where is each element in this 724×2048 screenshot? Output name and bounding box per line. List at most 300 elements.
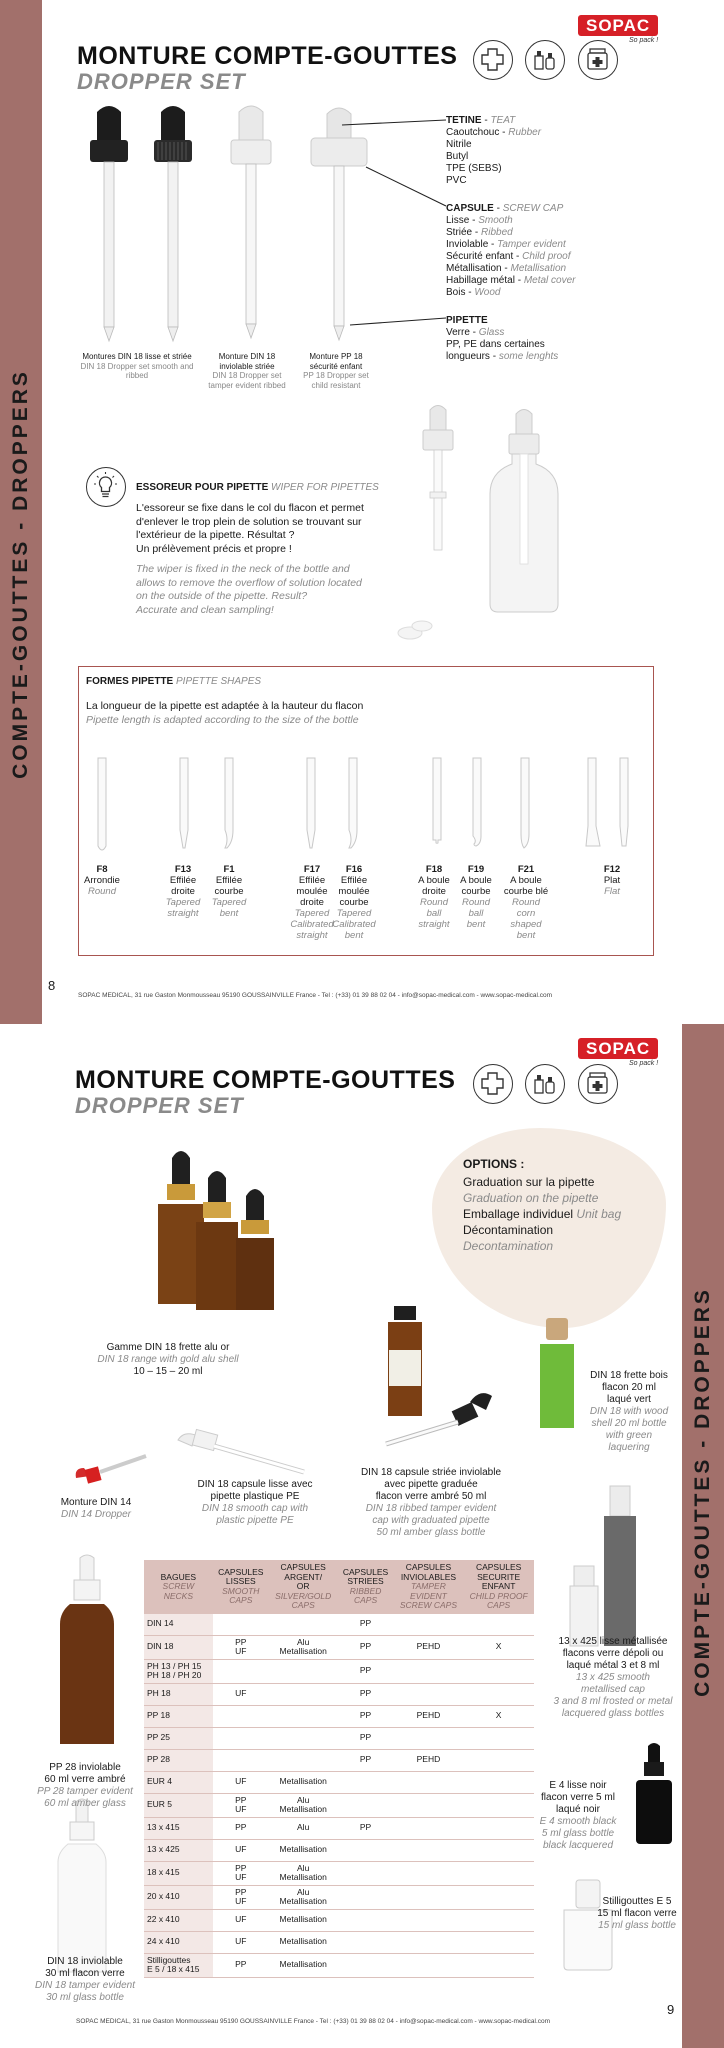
compatibility-table — [144, 1560, 534, 1978]
caption-volumes: 10 – 15 – 20 ml — [133, 1366, 203, 1377]
caption-fr: flacons verre dépoli ou — [562, 1648, 664, 1659]
cell-line: PP — [235, 1959, 247, 1970]
table-cell — [144, 1839, 213, 1861]
cell-line: PEHD — [416, 1710, 441, 1721]
caption-fr: 15 ml flacon verre — [597, 1908, 677, 1919]
shape-label — [324, 864, 384, 941]
cell-line: 13 x 415 — [147, 1822, 180, 1833]
page-title: MONTURE COMPTE-GOUTTES — [75, 1066, 456, 1094]
header-fr: CAPSULES — [280, 1562, 326, 1572]
cell-line: 13 x 425 — [147, 1844, 180, 1855]
caption-din18-wood — [582, 1370, 676, 1454]
cell-line: Metallisation — [279, 1872, 327, 1882]
table-cell — [463, 1885, 534, 1909]
table-row — [144, 1683, 534, 1705]
spec-en: Rubber — [508, 127, 542, 138]
table-cell — [337, 1749, 393, 1771]
shape-en: Flat — [604, 886, 620, 897]
spec-item — [446, 339, 558, 351]
table-header-cell — [463, 1560, 534, 1614]
cell-line: PEHD — [416, 1641, 441, 1652]
hd-black-bottle — [632, 1742, 676, 1852]
table-cell — [213, 1839, 269, 1861]
spec-item: Striée - Ribbed — [446, 227, 513, 238]
spec-fr: Lisse — [446, 215, 470, 226]
page-number: 8 — [48, 978, 56, 993]
shape-fr: A boule — [460, 875, 492, 886]
table-cell — [144, 1793, 213, 1817]
caption-en: DIN 18 smooth cap with — [201, 1503, 309, 1514]
cell-line: UF — [235, 1914, 247, 1925]
cell-line: PP — [359, 1822, 372, 1833]
caption-en: DIN 18 ribbed tamper evident — [365, 1503, 497, 1514]
pipette-shapes-illustration — [80, 756, 650, 856]
table-cell — [213, 1931, 269, 1953]
table-cell — [144, 1749, 213, 1771]
header-fr: BAGUES — [160, 1571, 197, 1582]
caption-fr: pipette plastique PE — [210, 1491, 300, 1502]
table-cell — [269, 1749, 338, 1771]
table-cell — [144, 1861, 213, 1885]
header-en: CHILD PROOF — [469, 1590, 528, 1601]
green-wood-bottle — [532, 1314, 582, 1434]
cell-line: Metallisation — [279, 1896, 327, 1906]
cell-line: PP — [235, 1862, 247, 1873]
cell-line: E 5 / 18 x 415 — [147, 1964, 200, 1974]
shape-en: shaped — [510, 919, 542, 930]
side-title: COMPTE-GOUTTES - DROPPERS — [9, 369, 32, 779]
spec-item: Bois - Wood — [446, 287, 501, 298]
cell-line: Stilligouttes — [147, 1954, 191, 1965]
tetine-heading: TETINE - TEAT — [446, 115, 516, 126]
shape-fr: moulée — [338, 886, 370, 897]
option-en: Graduation on the pipette — [463, 1191, 599, 1205]
capsule-spec — [446, 203, 576, 299]
table-header-cell — [144, 1560, 213, 1614]
shape-label — [582, 864, 642, 897]
cell-line: PH 18 / PH 20 — [147, 1670, 202, 1680]
header-fr: CAPSULES — [218, 1566, 264, 1577]
cell-line: EUR 4 — [147, 1776, 173, 1787]
spec-fr: Striée — [446, 227, 473, 238]
dropper-caption-3 — [296, 352, 376, 390]
table-cell — [463, 1839, 534, 1861]
wiper-line: Un prélèvement précis et propre ! — [136, 542, 292, 555]
gold-range-bottles — [150, 1142, 290, 1312]
shape-code: F21 — [517, 864, 535, 875]
spec-fr: Inviolable — [446, 239, 489, 250]
tetine-spec — [446, 115, 541, 187]
cosmetic-bottles-icon — [525, 1064, 565, 1104]
caption-en: cap with graduated pipette — [372, 1515, 490, 1526]
table-cell — [337, 1635, 393, 1659]
table-row — [144, 1793, 534, 1817]
pipette-list — [446, 327, 558, 363]
shape-f13 — [180, 758, 188, 848]
table-cell — [463, 1793, 534, 1817]
shape-fr: droite — [422, 886, 446, 897]
cell-line: Metallisation — [279, 1646, 327, 1656]
shape-code: F13 — [174, 864, 192, 875]
dropper-black-smooth — [90, 106, 128, 341]
side-title: COMPTE-GOUTTES - DROPPERS — [691, 1287, 714, 1697]
table-cell — [337, 1793, 393, 1817]
table-row — [144, 1727, 534, 1749]
caption-fr: DIN 18 capsule striée inviolable — [360, 1467, 502, 1478]
sopac-logo — [578, 15, 658, 44]
shape-f1 — [225, 758, 233, 848]
caption-e4 — [526, 1780, 630, 1852]
caption-13x425 — [548, 1636, 678, 1720]
spec-fr: Bois — [446, 287, 466, 298]
table-header-cell — [337, 1560, 393, 1614]
cell-line: 20 x 410 — [147, 1891, 180, 1902]
header-fr: OR — [296, 1581, 310, 1591]
caption-fr: DIN 18 capsule lisse avec — [197, 1479, 313, 1490]
option-fr: Graduation sur la pipette — [463, 1175, 595, 1189]
shape-label — [496, 864, 556, 941]
table-cell — [144, 1614, 213, 1636]
caption-fr: DIN 18 inviolable — [47, 1956, 123, 1967]
table-cell — [337, 1839, 393, 1861]
table-cell — [337, 1931, 393, 1953]
shape-en: bent — [516, 930, 536, 941]
shape-label — [199, 864, 259, 919]
table-cell — [463, 1771, 534, 1793]
cell-line: PP — [359, 1710, 372, 1721]
shape-fr: Arrondie — [84, 875, 120, 886]
table-cell — [337, 1953, 393, 1977]
shape-en: Tapered — [211, 897, 247, 908]
option-line — [463, 1174, 621, 1190]
shape-en: Round — [512, 897, 540, 908]
table-cell — [394, 1861, 464, 1885]
cell-line: UF — [235, 1844, 247, 1855]
table-cell — [337, 1771, 393, 1793]
header-en: EVIDENT — [410, 1590, 447, 1601]
caption-en: 60 ml amber glass — [44, 1798, 126, 1809]
table-cell — [394, 1931, 464, 1953]
header-en: SMOOTH — [222, 1585, 260, 1596]
logo-text: SOPAC — [578, 15, 658, 36]
caption-en: plastic pipette PE — [216, 1515, 294, 1526]
caption-en: 5 ml glass bottle — [541, 1828, 615, 1839]
cell-line: PP — [359, 1754, 372, 1765]
capsule-list — [446, 215, 576, 299]
table-header-cell — [394, 1560, 464, 1614]
cell-line: PP 25 — [147, 1732, 171, 1743]
table-body — [144, 1614, 534, 1978]
caption-fr: Gamme DIN 18 frette alu or — [106, 1342, 230, 1353]
shape-en: Calibrated — [290, 919, 334, 930]
cell-line: PP — [235, 1794, 247, 1805]
cell-line: DIN 18 — [147, 1641, 174, 1652]
booster-bottles — [566, 1476, 646, 1656]
shape-f16 — [349, 758, 357, 848]
table-cell — [144, 1931, 213, 1953]
spec-en: Smooth — [478, 215, 513, 226]
logo-text: SOPAC — [578, 1038, 658, 1059]
shape-fr: courbe — [214, 886, 244, 897]
table-cell — [337, 1659, 393, 1683]
cross-icon — [473, 40, 513, 80]
shape-fr: droite — [171, 886, 195, 897]
table-cell — [144, 1885, 213, 1909]
cell-line: Alu — [297, 1636, 310, 1647]
caption-en: 13 x 425 smooth — [576, 1672, 650, 1683]
table-cell — [213, 1793, 269, 1817]
spec-item: Caoutchouc - Rubber — [446, 127, 542, 138]
cell-line: PP — [235, 1636, 247, 1647]
option-en: Decontamination — [463, 1239, 554, 1253]
table-cell — [394, 1614, 464, 1636]
shape-fr: Effilée — [298, 875, 326, 886]
caption-en: metallised cap — [581, 1684, 645, 1695]
shape-f21 — [521, 758, 529, 848]
cell-line: Metallisation — [279, 1936, 327, 1947]
wiper-text-en — [136, 563, 362, 617]
shape-f12-b — [620, 758, 628, 846]
caption-en: 15 ml glass bottle — [598, 1920, 676, 1931]
shape-en: straight — [418, 919, 450, 930]
cell-line: Metallisation — [279, 1959, 327, 1970]
table-cell — [213, 1817, 269, 1839]
caption-fr: Montures DIN 18 lisse et striée — [82, 352, 192, 361]
spec-item: Lisse - Smooth — [446, 215, 513, 226]
table-cell — [269, 1953, 338, 1977]
table-cell — [394, 1953, 464, 1977]
table-cell — [269, 1909, 338, 1931]
table-cell — [337, 1861, 393, 1885]
pharma-jar-icon — [578, 40, 618, 80]
shape-en: bent — [466, 919, 486, 930]
spec-en: Glass — [478, 327, 505, 338]
table-cell — [213, 1635, 269, 1659]
caption-en: DIN 18 range with gold alu shell — [97, 1354, 239, 1365]
spec-fr: Habillage métal — [446, 275, 515, 286]
cell-line: UF — [235, 1688, 247, 1699]
table-cell — [463, 1749, 534, 1771]
option-fr: Décontamination — [463, 1223, 554, 1237]
table-row — [144, 1931, 534, 1953]
shape-en: straight — [167, 908, 199, 919]
table-cell — [394, 1749, 464, 1771]
spec-item — [446, 139, 541, 151]
caption-fr: Monture DIN 14 — [60, 1497, 132, 1508]
shape-en: Tapered — [165, 897, 201, 908]
caption-din14 — [36, 1497, 156, 1521]
table-cell — [213, 1614, 269, 1636]
table-cell — [213, 1771, 269, 1793]
table-cell — [213, 1885, 269, 1909]
table-row — [144, 1659, 534, 1683]
header-en: SILVER/GOLD — [275, 1590, 332, 1601]
caption-fr: Monture DIN 18 inviolable striée — [218, 352, 276, 371]
shape-fr: moulée — [296, 886, 328, 897]
options-title: OPTIONS : — [463, 1157, 525, 1171]
spec-en: Child proof — [522, 251, 571, 262]
shape-code: F1 — [223, 864, 235, 875]
cell-line: UF — [235, 1872, 247, 1882]
table-cell — [337, 1683, 393, 1705]
cell-line: 22 x 410 — [147, 1914, 180, 1925]
spec-item — [446, 151, 541, 163]
spec-item: Habillage métal - Metal cover — [446, 275, 576, 286]
table-cell — [144, 1727, 213, 1749]
wiper-illustration — [390, 400, 560, 650]
shape-fr: droite — [300, 897, 324, 908]
spec-item: Sécurité enfant - Child proof — [446, 251, 571, 262]
cell-line: Metallisation — [279, 1804, 327, 1814]
wiper-line: L'essoreur se fixe dans le col du flacon et permet — [136, 502, 364, 514]
wiper-line: allows to remove the overflow of solution located — [136, 576, 362, 589]
table-row — [144, 1885, 534, 1909]
table-cell — [463, 1953, 534, 1977]
cell-line: PP — [359, 1688, 372, 1699]
header-fr: CAPSULES — [342, 1566, 389, 1577]
cell-line: DIN 14 — [147, 1618, 174, 1629]
header-en: TAMPER — [411, 1581, 446, 1591]
header-en: SCREW CAPS — [399, 1600, 458, 1610]
dropper-caption-1 — [72, 352, 202, 381]
caption-fr: flacon verre 5 ml — [541, 1792, 615, 1803]
wiper-line: The wiper is fixed in the neck of the bottle and — [136, 563, 350, 575]
wiper-line: d'enlever le trop plein de solution se trouvant sur — [136, 515, 362, 528]
table-cell — [213, 1683, 269, 1705]
option-line — [463, 1222, 621, 1238]
pipette-spec — [446, 315, 558, 363]
cell-line: PP 28 — [147, 1754, 171, 1765]
dropper-white-tamper-evident — [231, 106, 271, 338]
logo-tagline: So pack ! — [629, 1060, 659, 1067]
table-cell — [337, 1727, 393, 1749]
table-cell — [394, 1817, 464, 1839]
header-fr: INVIOLABLES — [400, 1571, 457, 1582]
table-cell — [394, 1909, 464, 1931]
spec-fr: Métallisation — [446, 263, 502, 274]
caption-fr: flacon verre ambré 50 ml — [375, 1491, 487, 1502]
table-cell — [337, 1705, 393, 1727]
shape-en: Tapered — [294, 908, 330, 919]
table-cell — [213, 1861, 269, 1885]
spec-en: Tamper evident — [497, 239, 566, 250]
table-row — [144, 1909, 534, 1931]
header-fr: CAPSULES — [475, 1562, 522, 1572]
footer: SOPAC MEDICAL, 31 rue Gaston Monmousseau 95190 GOUSSAINVILLE France - Tel : (+33) 01 39 88 02 04 - info@sopac-medical.com - www.sopac-medical.com — [76, 2018, 551, 2025]
shape-fr: courbe — [339, 897, 369, 908]
header-fr: STRIEES — [347, 1576, 384, 1587]
cell-line: PH 13 / PH 15 — [147, 1660, 202, 1671]
cell-line: PP — [359, 1641, 372, 1652]
table-cell — [394, 1839, 464, 1861]
table-row — [144, 1749, 534, 1771]
caption-fr: laqué métal 3 et 8 ml — [566, 1660, 660, 1671]
table-cell — [463, 1659, 534, 1683]
table-cell — [144, 1683, 213, 1705]
cell-line: PP — [359, 1665, 372, 1676]
option-line — [463, 1190, 621, 1206]
cell-line: 24 x 410 — [147, 1936, 180, 1947]
caption-fr: laqué noir — [556, 1804, 600, 1815]
table-cell — [213, 1659, 269, 1683]
header-fr: CAPSULES — [405, 1562, 452, 1572]
shape-en: bent — [219, 908, 239, 919]
table-cell — [269, 1727, 338, 1749]
shape-fr: Effilée — [340, 875, 368, 886]
table-cell — [144, 1705, 213, 1727]
table-cell — [269, 1817, 338, 1839]
dropper-black-ribbed — [154, 106, 192, 341]
page-9 — [0, 1024, 724, 2048]
table-cell — [213, 1953, 269, 1977]
cell-line: PP — [359, 1732, 372, 1743]
table-cell — [269, 1861, 338, 1885]
table-cell — [144, 1817, 213, 1839]
shape-en: Calibrated — [332, 919, 376, 930]
shape-en: Round — [88, 886, 116, 897]
table-row — [144, 1771, 534, 1793]
caption-fr: 13 x 425 lisse métallisée — [558, 1636, 668, 1647]
spec-en: Metallisation — [510, 263, 567, 274]
header-fr: ARGENT/ — [284, 1571, 323, 1582]
table-cell — [463, 1931, 534, 1953]
logo-tagline: So pack ! — [629, 37, 659, 44]
shape-en: corn — [516, 908, 536, 919]
callout-lines — [330, 110, 450, 330]
table-cell — [337, 1614, 393, 1636]
table-cell — [463, 1635, 534, 1659]
cell-line: Alu — [297, 1822, 310, 1833]
shape-en: Round — [420, 897, 448, 908]
wiper-text-fr — [136, 502, 364, 556]
cosmetic-bottles-icon — [525, 40, 565, 80]
header-en: CAPS — [229, 1595, 253, 1606]
cell-line: Alu — [297, 1862, 310, 1873]
spec-fr: Sécurité enfant — [446, 251, 514, 262]
shape-fr: A boule — [510, 875, 542, 886]
table-cell — [144, 1771, 213, 1793]
table-cell — [269, 1839, 338, 1861]
caption-en: with green — [605, 1430, 653, 1441]
table-cell — [337, 1885, 393, 1909]
spec-en: some lenghts — [498, 351, 559, 362]
shape-code: F12 — [603, 864, 621, 875]
page-subtitle: DROPPER SET — [75, 1093, 244, 1118]
cell-line: X — [495, 1641, 502, 1652]
wiper-line: l'extérieur de la pipette. Résultat ? — [136, 529, 295, 541]
caption-en: laquering — [608, 1442, 650, 1453]
table-row — [144, 1817, 534, 1839]
shape-f19 — [473, 758, 481, 846]
cell-line: PP 18 — [147, 1710, 171, 1721]
caption-en: 30 ml glass bottle — [46, 1992, 124, 2003]
table-cell — [269, 1635, 338, 1659]
spec-fr: Verre — [446, 327, 470, 338]
spec-en: Ribbed — [481, 227, 513, 238]
caption-en: DIN 18 tamper evident — [34, 1980, 136, 1991]
option-line — [463, 1238, 621, 1254]
caption-din18-tamper — [30, 1956, 140, 2004]
shapes-line-fr: La longueur de la pipette est adaptée à la hauteur du flacon — [86, 700, 364, 712]
cross-icon — [473, 1064, 513, 1104]
wiper-title: ESSOREUR POUR PIPETTE WIPER FOR PIPETTES — [136, 482, 379, 493]
shape-fr: Effilée — [215, 875, 243, 886]
cell-line: UF — [235, 1776, 247, 1787]
caption-fr: laqué vert — [607, 1394, 651, 1405]
table-cell — [213, 1909, 269, 1931]
header-en: CAPS — [353, 1595, 378, 1606]
pharma-jar-icon — [578, 1064, 618, 1104]
